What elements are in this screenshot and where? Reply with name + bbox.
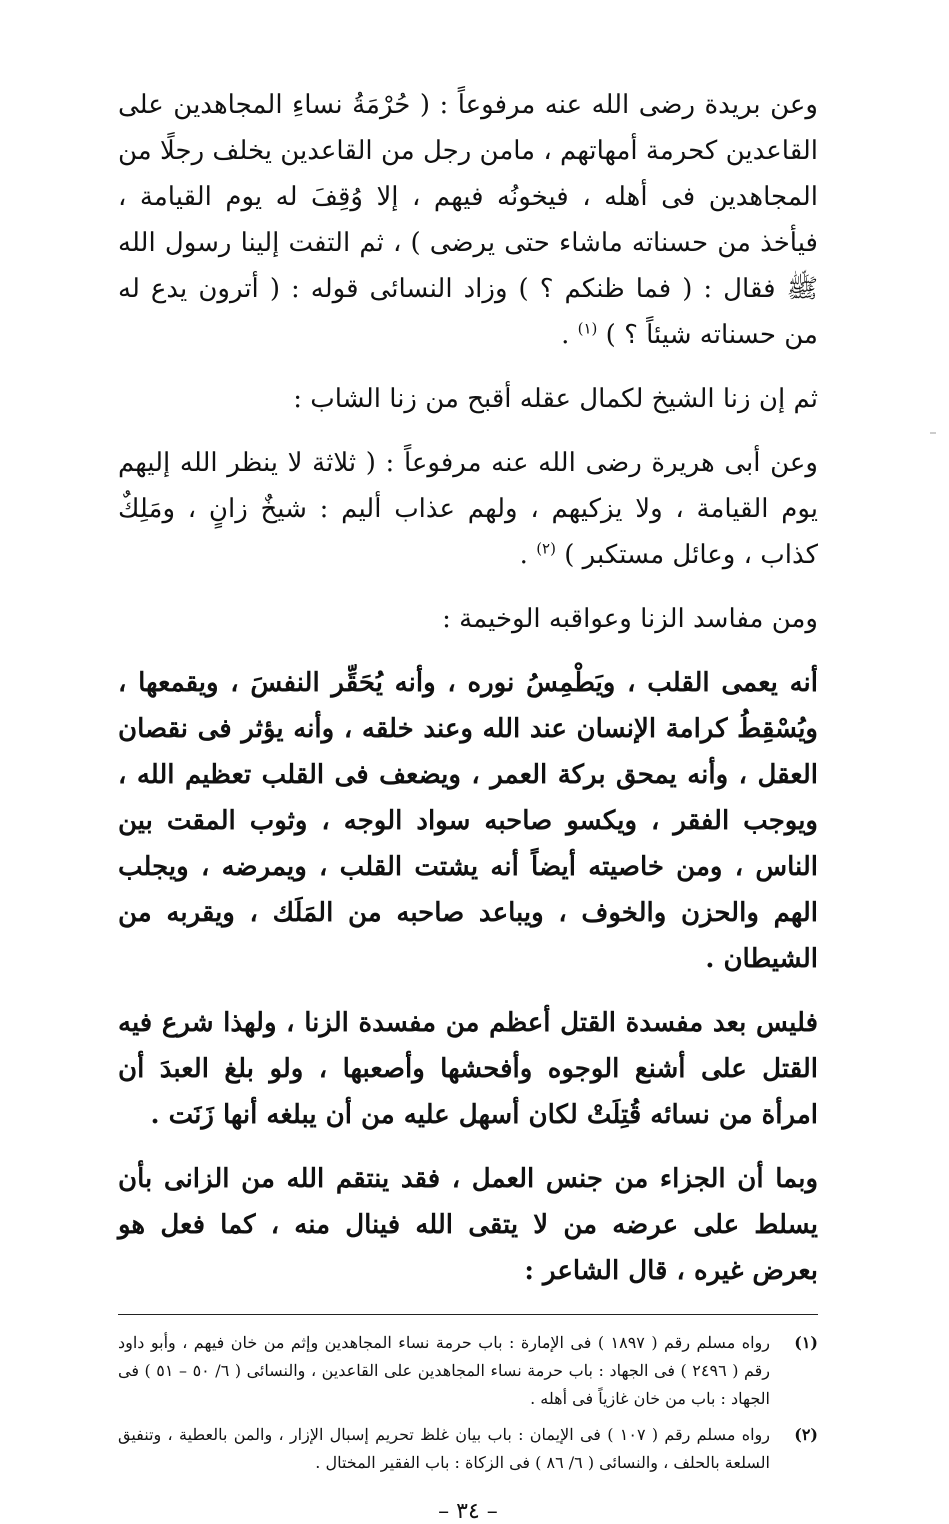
paragraph-text: فليس بعد مفسدة القتل أعظم من مفسدة الزنا ، ولهذا شرع فيه القتل على أشنع الوجوه وأفحشها وأصعبها ، ولو بلغ العبدَ أن امرأة من نسائه قُتِلَتْ لكان أسهل عليه من أن يبلغه أنها زَنَت .: [118, 1008, 818, 1130]
paragraph-tail: .: [561, 320, 578, 350]
paragraph-recompense: [118, 1156, 818, 1294]
paragraph-buraydah-hadith: [118, 82, 818, 358]
footnote-mark: (١): [794, 1333, 818, 1352]
footnote-divider: [118, 1314, 818, 1315]
paragraph-tail: .: [519, 540, 537, 570]
section-heading-harms: [118, 596, 818, 642]
paragraph-text: ومن مفاسد الزنا وعواقبه الوخيمة :: [442, 604, 818, 634]
paragraph-harms-list: [118, 660, 818, 982]
footnote-text: رواه مسلم رقم ( ١٨٩٧ ) فى الإمارة : باب حرمة نساء المجاهدين وإثم من خان فيهم ، وأبو داود رقم ( ٢٤٩٦ ) فى الجهاد : باب حرمة نساء المجاهدين على القاعدين ، والنسائى ( ٦/ ٥٠ – ٥١ ) فى الجهاد : باب من خان غازياً فى أهله .: [118, 1333, 771, 1408]
paragraph-elderly-zina: [118, 376, 818, 422]
page-number: – ٣٤ –: [438, 1499, 498, 1524]
paragraph-text: وعن أبى هريرة رضى الله عنه مرفوعاً : ( ثلاثة لا ينظر الله إليهم يوم القيامة ، ولا يزكيهم ، ولهم عذاب أليم : شيخٌ زانٍ ، ومَلِكٌ كذاب ، وعائل مستكبر ): [118, 448, 818, 570]
paragraph-text: وعن بريدة رضى الله عنه مرفوعاً : ( حُرْمَةُ نساءِ المجاهدين على القاعدين كحرمة أمهاتهم ، مامن رجل من القاعدين يخلف رجلًا من المجاهدين فى أهله ، فيخونُه فيهم ، إلا وُقِفَ له يوم القيامة ، فيأخذ من حسناته ماشاء حتى يرضى ) ، ثم التفت إلينا رسول الله ﷺ فقال : ( فما ظنكم ؟ ) وزاد النسائى قوله : ( أترون يدع له من حسناته شيئاً ؟ ): [118, 90, 818, 350]
paragraph-abu-hurayrah-hadith: [118, 440, 818, 578]
scan-edge-mark: [930, 432, 936, 434]
paragraph-after-killing: [118, 1000, 818, 1138]
footnote-mark: (٢): [794, 1425, 818, 1444]
paragraph-text: وبما أن الجزاء من جنس العمل ، فقد ينتقم الله من الزانى بأن يسلط على عرضه من لا يتقى الله فينال منه ، كما فعل هو بعرض غيره ، قال الشاعر :: [118, 1164, 818, 1286]
footnote-2: [118, 1421, 818, 1477]
paragraph-text: ثم إن زنا الشيخ لكمال عقله أقبح من زنا الشاب :: [293, 384, 818, 414]
footnote-ref[interactable]: (١): [577, 319, 598, 338]
paragraph-text: أنه يعمى القلب ، ويَطْمِسُ نوره ، وأنه يُحَقِّر النفسَ ، ويقمعها ، ويُسْقِطُ كرامة الإنسان عند الله وعند خلقه ، وأنه يؤثر فى نقصان العقل ، وأنه يمحق بركة العمر ، ويضعف فى القلب تعظيم الله ، ويوجب الفقر ، ويكسو صاحبه سواد الوجه ، وثوب المقت بين الناس ، ومن خاصيته أيضاً أنه يشتت القلب ، ويمرضه ، ويجلب الهم والحزن والخوف ، ويباعد صاحبه من المَلَك ، ويقربه من الشيطان .: [118, 668, 819, 974]
book-page: [118, 82, 818, 1524]
footnote-1: [118, 1329, 818, 1413]
footnote-ref[interactable]: (٢): [536, 539, 556, 558]
footnote-text: رواه مسلم رقم ( ١٠٧ ) فى الإيمان : باب بيان غلظ تحريم إسبال الإزار ، والمن بالعطية ، وتنفيق السلعة بالحلف ، والنسائى ( ٦/ ٨٦ ) فى الزكاة : باب الفقير المختال .: [118, 1425, 771, 1472]
